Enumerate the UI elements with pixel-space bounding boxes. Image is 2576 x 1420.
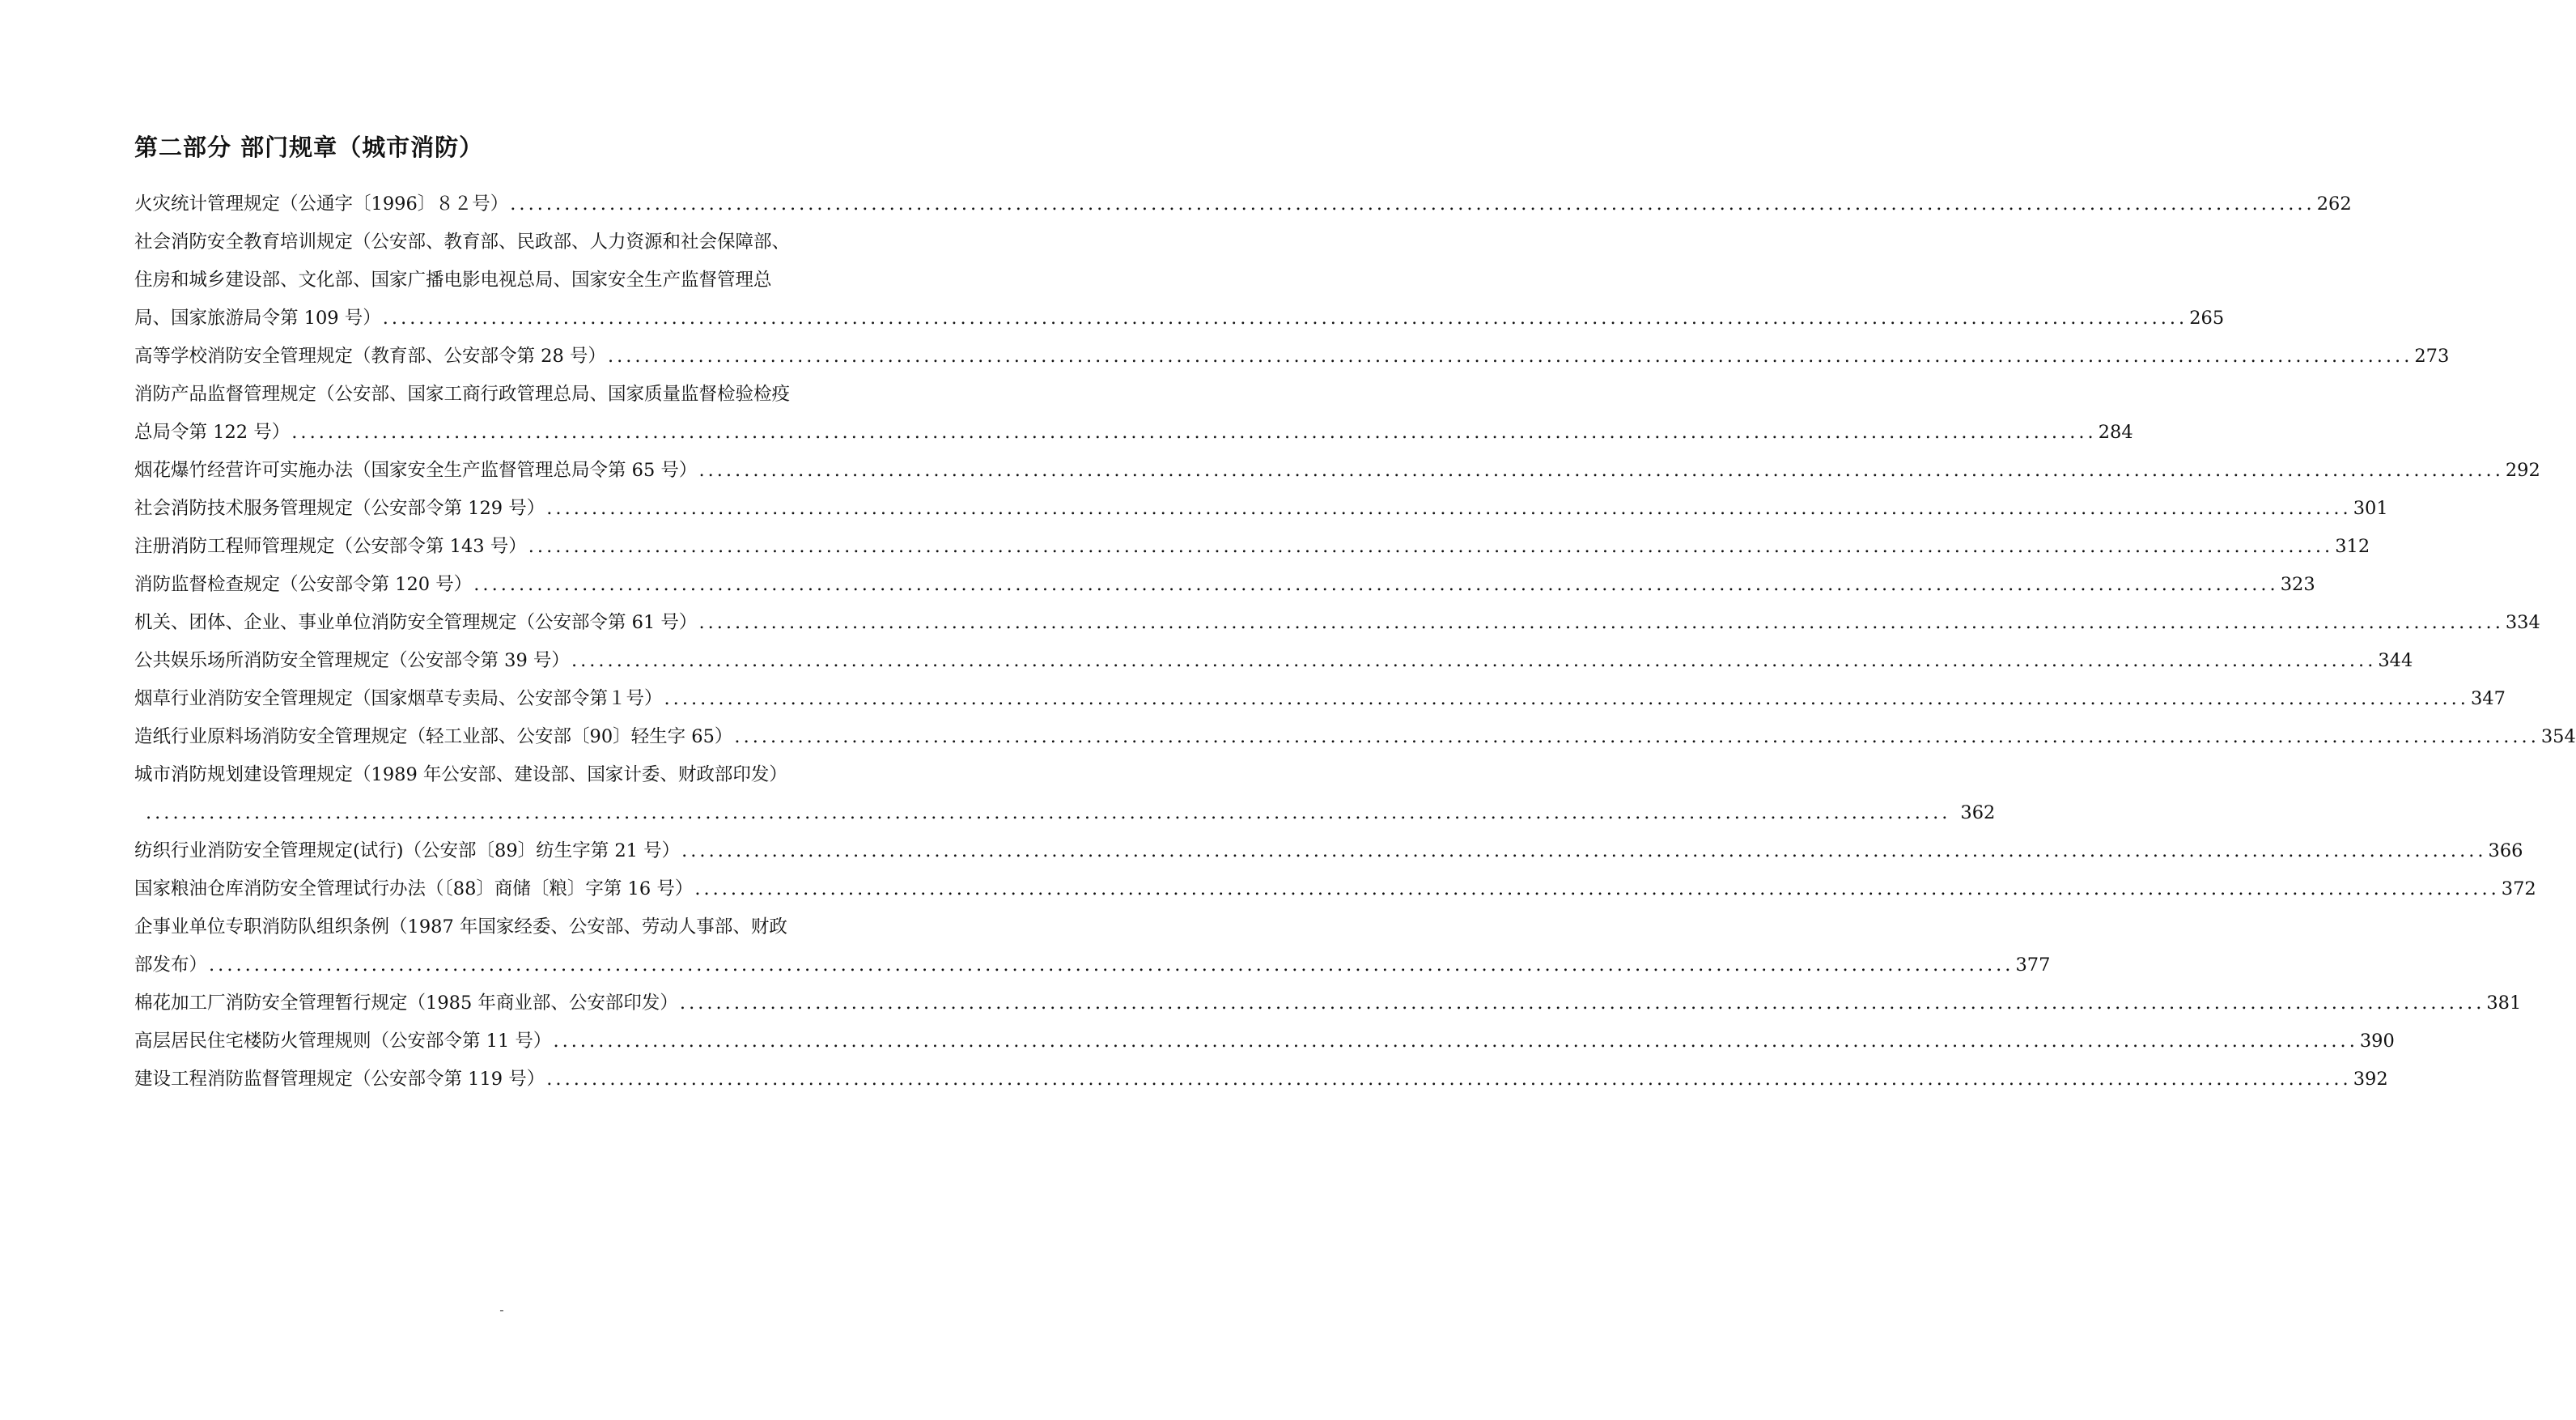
toc-page-number: 381 (2486, 993, 2522, 1014)
dot-leader: ........................................................................................................................................................................................................ (694, 878, 2500, 899)
toc-page-number: 301 (2353, 498, 2388, 519)
toc-page-number: 292 (2505, 460, 2540, 481)
dot-leader: ........................................................................................................................................................................................................ (553, 1031, 2358, 1052)
toc-entry-title: 社会消防技术服务管理规定（公安部令第 129 号） (134, 498, 545, 519)
section-heading: 第二部分 部门规章（城市消防） (134, 134, 484, 161)
toc-entry-title: 建设工程消防监督管理规定（公安部令第 119 号） (134, 1069, 545, 1090)
toc-entry[interactable] (134, 566, 2315, 604)
toc-entry[interactable] (134, 832, 2523, 870)
toc-page-number: 334 (2505, 612, 2540, 633)
toc-entry-title: 国家粮油仓库消防安全管理试行办法（〔88〕商储〔粮〕字第 16 号） (134, 878, 694, 899)
toc-entry-line (134, 1061, 2388, 1099)
toc-entry[interactable] (134, 528, 2370, 566)
dot-leader: ........................................................................................................................................................................................................ (528, 536, 2334, 557)
dot-leader: ........................................................................................................................................................................................................ (698, 460, 2504, 481)
toc-page-number: 262 (2316, 193, 2352, 215)
toc-page-number: 265 (2189, 308, 2225, 329)
toc-entry-title: 注册消防工程师管理规定（公安部令第 143 号） (134, 536, 527, 557)
dot-leader: ........................................................................................................................................................................................................ (146, 802, 1951, 823)
toc-entry-title: 企事业单位专职消防队组织条例（1987 年国家经委、公安部、劳动人事部、财政 (134, 916, 787, 937)
dot-leader: ........................................................................................................................................................................................................ (473, 574, 2279, 595)
toc-page-number: 323 (2280, 574, 2315, 595)
toc-entry-title: 棉花加工厂消防安全管理暂行规定（1985 年商业部、公安部印发） (134, 993, 678, 1014)
toc-entry-line (134, 566, 2315, 604)
toc-entry-line (134, 984, 2522, 1022)
toc-entry[interactable] (134, 490, 2388, 528)
toc-entry-title: 高层居民住宅楼防火管理规则（公安部令第 11 号） (134, 1031, 552, 1052)
toc-entry[interactable] (134, 756, 1996, 832)
toc-entry-line (134, 642, 2413, 680)
toc-entry[interactable] (134, 338, 2450, 376)
dot-leader: ........................................................................................................................................................................................................ (681, 840, 2487, 861)
toc-entry-line (134, 794, 1996, 832)
toc-entry-title: 社会消防安全教育培训规定（公安部、教育部、民政部、人力资源和社会保障部、 (134, 232, 791, 253)
toc-page-number: 366 (2488, 840, 2523, 861)
toc-entry-line (134, 185, 2352, 223)
toc-entry-title: 局、国家旅游局令第 109 号） (134, 308, 381, 329)
toc-page-number: 284 (2098, 422, 2133, 443)
toc-entry-title: 消防监督检查规定（公安部令第 120 号） (134, 574, 473, 595)
toc-page-number: 377 (2015, 954, 2051, 976)
toc-entry-line (134, 528, 2370, 566)
toc-entry[interactable] (134, 1061, 2388, 1099)
toc-entry[interactable] (134, 604, 2540, 642)
toc-entry-line (134, 452, 2540, 490)
toc-entry-line (134, 680, 2506, 718)
toc-page-number: 372 (2501, 878, 2536, 899)
toc-entry-line (134, 376, 867, 414)
toc-entry[interactable] (134, 642, 2413, 680)
toc-entry-line (134, 490, 2388, 528)
dot-leader: ........................................................................................................................................................................................................ (698, 612, 2504, 633)
toc-page-number: 312 (2335, 536, 2370, 557)
toc-entry[interactable] (134, 376, 2133, 452)
dot-leader: ........................................................................................................................................................................................................ (291, 422, 2097, 443)
toc-entry[interactable] (134, 223, 2225, 338)
dot-leader: ........................................................................................................................................................................................................ (209, 954, 2014, 976)
toc-entry-title: 烟草行业消防安全管理规定（国家烟草专卖局、公安部令第１号） (134, 688, 663, 709)
dot-leader: ........................................................................................................................................................................................................ (546, 498, 2352, 519)
toc-entry-line (134, 946, 2051, 984)
toc-entry[interactable] (134, 452, 2540, 490)
toc-entry[interactable] (134, 908, 2051, 984)
dot-leader: ........................................................................................................................................................................................................ (571, 650, 2377, 671)
toc-entry-title: 机关、团体、企业、事业单位消防安全管理规定（公安部令第 61 号） (134, 612, 698, 633)
toc-entry-line (134, 1022, 2395, 1061)
toc-entry-title: 住房和城乡建设部、文化部、国家广播电影电视总局、国家安全生产监督管理总 (134, 270, 772, 291)
toc-entry-title: 纺织行业消防安全管理规定(试行)（公安部〔89〕纺生字第 21 号） (134, 840, 681, 861)
table-of-contents (134, 185, 2576, 1099)
toc-page-number: 273 (2414, 346, 2450, 367)
toc-entry-title: 总局令第 122 号） (134, 422, 291, 443)
toc-page-number: 347 (2470, 688, 2506, 709)
toc-entry-line (134, 908, 867, 946)
toc-entry-line (134, 604, 2540, 642)
dot-leader: ........................................................................................................................................................................................................ (607, 346, 2413, 367)
page-number-mark: - (499, 1302, 504, 1317)
toc-entry[interactable] (134, 1022, 2395, 1061)
dot-leader: ........................................................................................................................................................................................................ (546, 1069, 2352, 1090)
toc-page-number: 392 (2353, 1069, 2388, 1090)
toc-entry-title: 部发布） (134, 954, 208, 976)
dot-leader: ........................................................................................................................................................................................................ (382, 308, 2188, 329)
toc-entry-line (134, 832, 2523, 870)
toc-entry-line (134, 261, 867, 300)
toc-entry[interactable] (134, 680, 2506, 718)
toc-entry-title: 烟花爆竹经营许可实施办法（国家安全生产监督管理总局令第 65 号） (134, 460, 698, 481)
toc-entry-line (134, 338, 2450, 376)
dot-leader: ........................................................................................................................................................................................................ (664, 688, 2469, 709)
dot-leader: ........................................................................................................................................................................................................ (734, 726, 2540, 747)
toc-entry-title: 高等学校消防安全管理规定（教育部、公安部令第 28 号） (134, 346, 606, 367)
dot-leader: ........................................................................................................................................................................................................ (510, 193, 2315, 215)
toc-entry[interactable] (134, 870, 2536, 908)
toc-entry-line (134, 756, 867, 794)
toc-page-number: 344 (2378, 650, 2413, 671)
toc-entry-line (134, 300, 2225, 338)
toc-entry-title: 消防产品监督管理规定（公安部、国家工商行政管理总局、国家质量监督检验检疫 (134, 384, 791, 405)
toc-entry-line (134, 414, 2133, 452)
toc-entry-title: 造纸行业原料场消防安全管理规定（轻工业部、公安部〔90〕轻生字 65） (134, 726, 733, 747)
toc-page-number: 354 (2540, 726, 2576, 747)
toc-entry-title: 公共娱乐场所消防安全管理规定（公安部令第 39 号） (134, 650, 570, 671)
toc-entry[interactable] (134, 984, 2522, 1022)
dot-leader: ........................................................................................................................................................................................................ (679, 993, 2485, 1014)
toc-entry-line (134, 718, 2576, 756)
toc-entry-line (134, 870, 2536, 908)
toc-entry-line (134, 223, 867, 261)
toc-entry-title: 火灾统计管理规定（公通字〔1996〕８２号） (134, 193, 509, 215)
toc-page-number: 362 (1960, 802, 1996, 823)
toc-page-number: 390 (2359, 1031, 2395, 1052)
toc-entry[interactable] (134, 718, 2576, 756)
toc-entry[interactable] (134, 185, 2352, 223)
toc-entry-title: 城市消防规划建设管理规定（1989 年公安部、建设部、国家计委、财政部印发） (134, 764, 787, 785)
